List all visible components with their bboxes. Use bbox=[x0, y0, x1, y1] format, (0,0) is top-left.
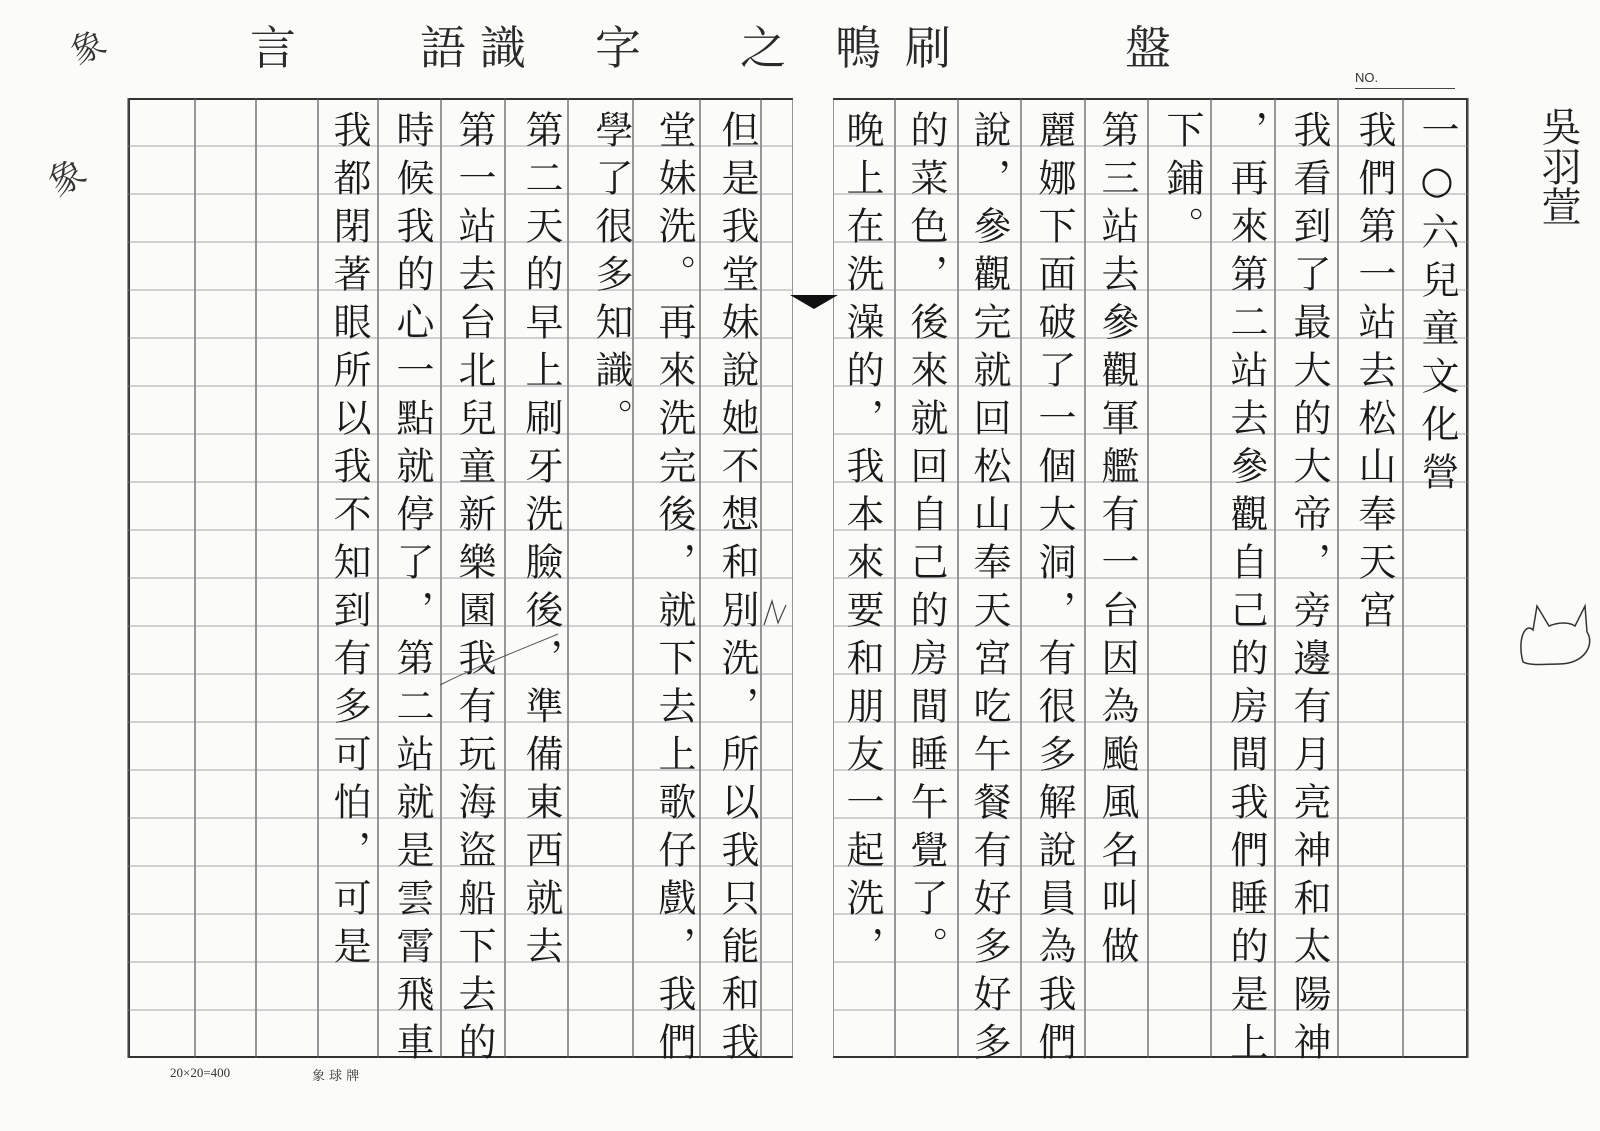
center-gutter bbox=[793, 98, 833, 1058]
text-column-7: 麗娜下面破了一個大洞，有很多解說員為我們 bbox=[1032, 110, 1076, 1070]
text-column-13: 學了很多知識。 bbox=[589, 110, 633, 446]
text-column-8: 說，參觀完就回松山奉天宮吃午餐有好多好多 bbox=[967, 110, 1011, 1070]
text-column-10: 晚上在洗澡的，我本來要和朋友一起洗， bbox=[840, 110, 884, 974]
text-column-6: 第三站去參觀軍艦有一台因為颱風名叫做 bbox=[1095, 110, 1139, 974]
number-line bbox=[1355, 88, 1455, 89]
header-char: 盤 bbox=[1125, 21, 1171, 75]
text-column-12: 堂妹洗。再來洗完後，就下去上歌仔戲，我們 bbox=[652, 110, 696, 1070]
header-char: 語 bbox=[420, 21, 466, 75]
cat-doodle bbox=[1515, 600, 1595, 670]
header-char: 字 bbox=[595, 21, 641, 75]
text-column-17: 我都閉著眼所以我不知到有多可怕，可是 bbox=[327, 110, 371, 974]
author-name: 吳羽萱 bbox=[1535, 106, 1581, 226]
stray-pen-mark bbox=[760, 595, 790, 635]
header-char: 識 bbox=[480, 21, 526, 75]
text-column-9: 的菜色，後來就回自己的房間睡午覺了。 bbox=[904, 110, 948, 974]
text-column-14: 第二天的早上刷牙洗臉後，準備東西就去 bbox=[519, 110, 563, 974]
header-char: 鴨 bbox=[835, 21, 881, 75]
header-char: 言 bbox=[250, 21, 296, 75]
text-column-2: 我們第一站去松山奉天宮 bbox=[1352, 110, 1396, 638]
paper-brand-label: 象 球 牌 bbox=[312, 1069, 360, 1084]
text-column-3: 我看到了最大的大帝，旁邊有月亮神和太陽神 bbox=[1287, 110, 1331, 1070]
header-char: 刷 bbox=[905, 21, 951, 75]
gutter-fold-mark bbox=[790, 295, 838, 315]
grid-count-label: 20×20=400 bbox=[170, 1065, 231, 1080]
text-column-16: 時候我的心一點就停了，第二站就是雲霄飛車 bbox=[390, 110, 434, 1070]
brand-mark: 象 bbox=[64, 22, 113, 73]
number-label: NO. bbox=[1355, 70, 1379, 85]
text-column-1: 一○六兒童文化營 bbox=[1415, 110, 1459, 500]
text-column-5: 下鋪。 bbox=[1160, 110, 1204, 254]
side-mark: 象 bbox=[41, 151, 94, 205]
stray-pen-stroke bbox=[440, 630, 560, 690]
sheet-header bbox=[60, 6, 1240, 76]
text-column-11: 但是我堂妹說她不想和別洗，所以我只能和我 bbox=[715, 110, 759, 1070]
text-column-15: 第一站去台北兒童新樂園我有玩海盜船下去的 bbox=[452, 110, 496, 1070]
text-column-4: ，再來第二站去參觀自己的房間我們睡的是上 bbox=[1224, 110, 1268, 1070]
header-char: 之 bbox=[740, 21, 786, 75]
